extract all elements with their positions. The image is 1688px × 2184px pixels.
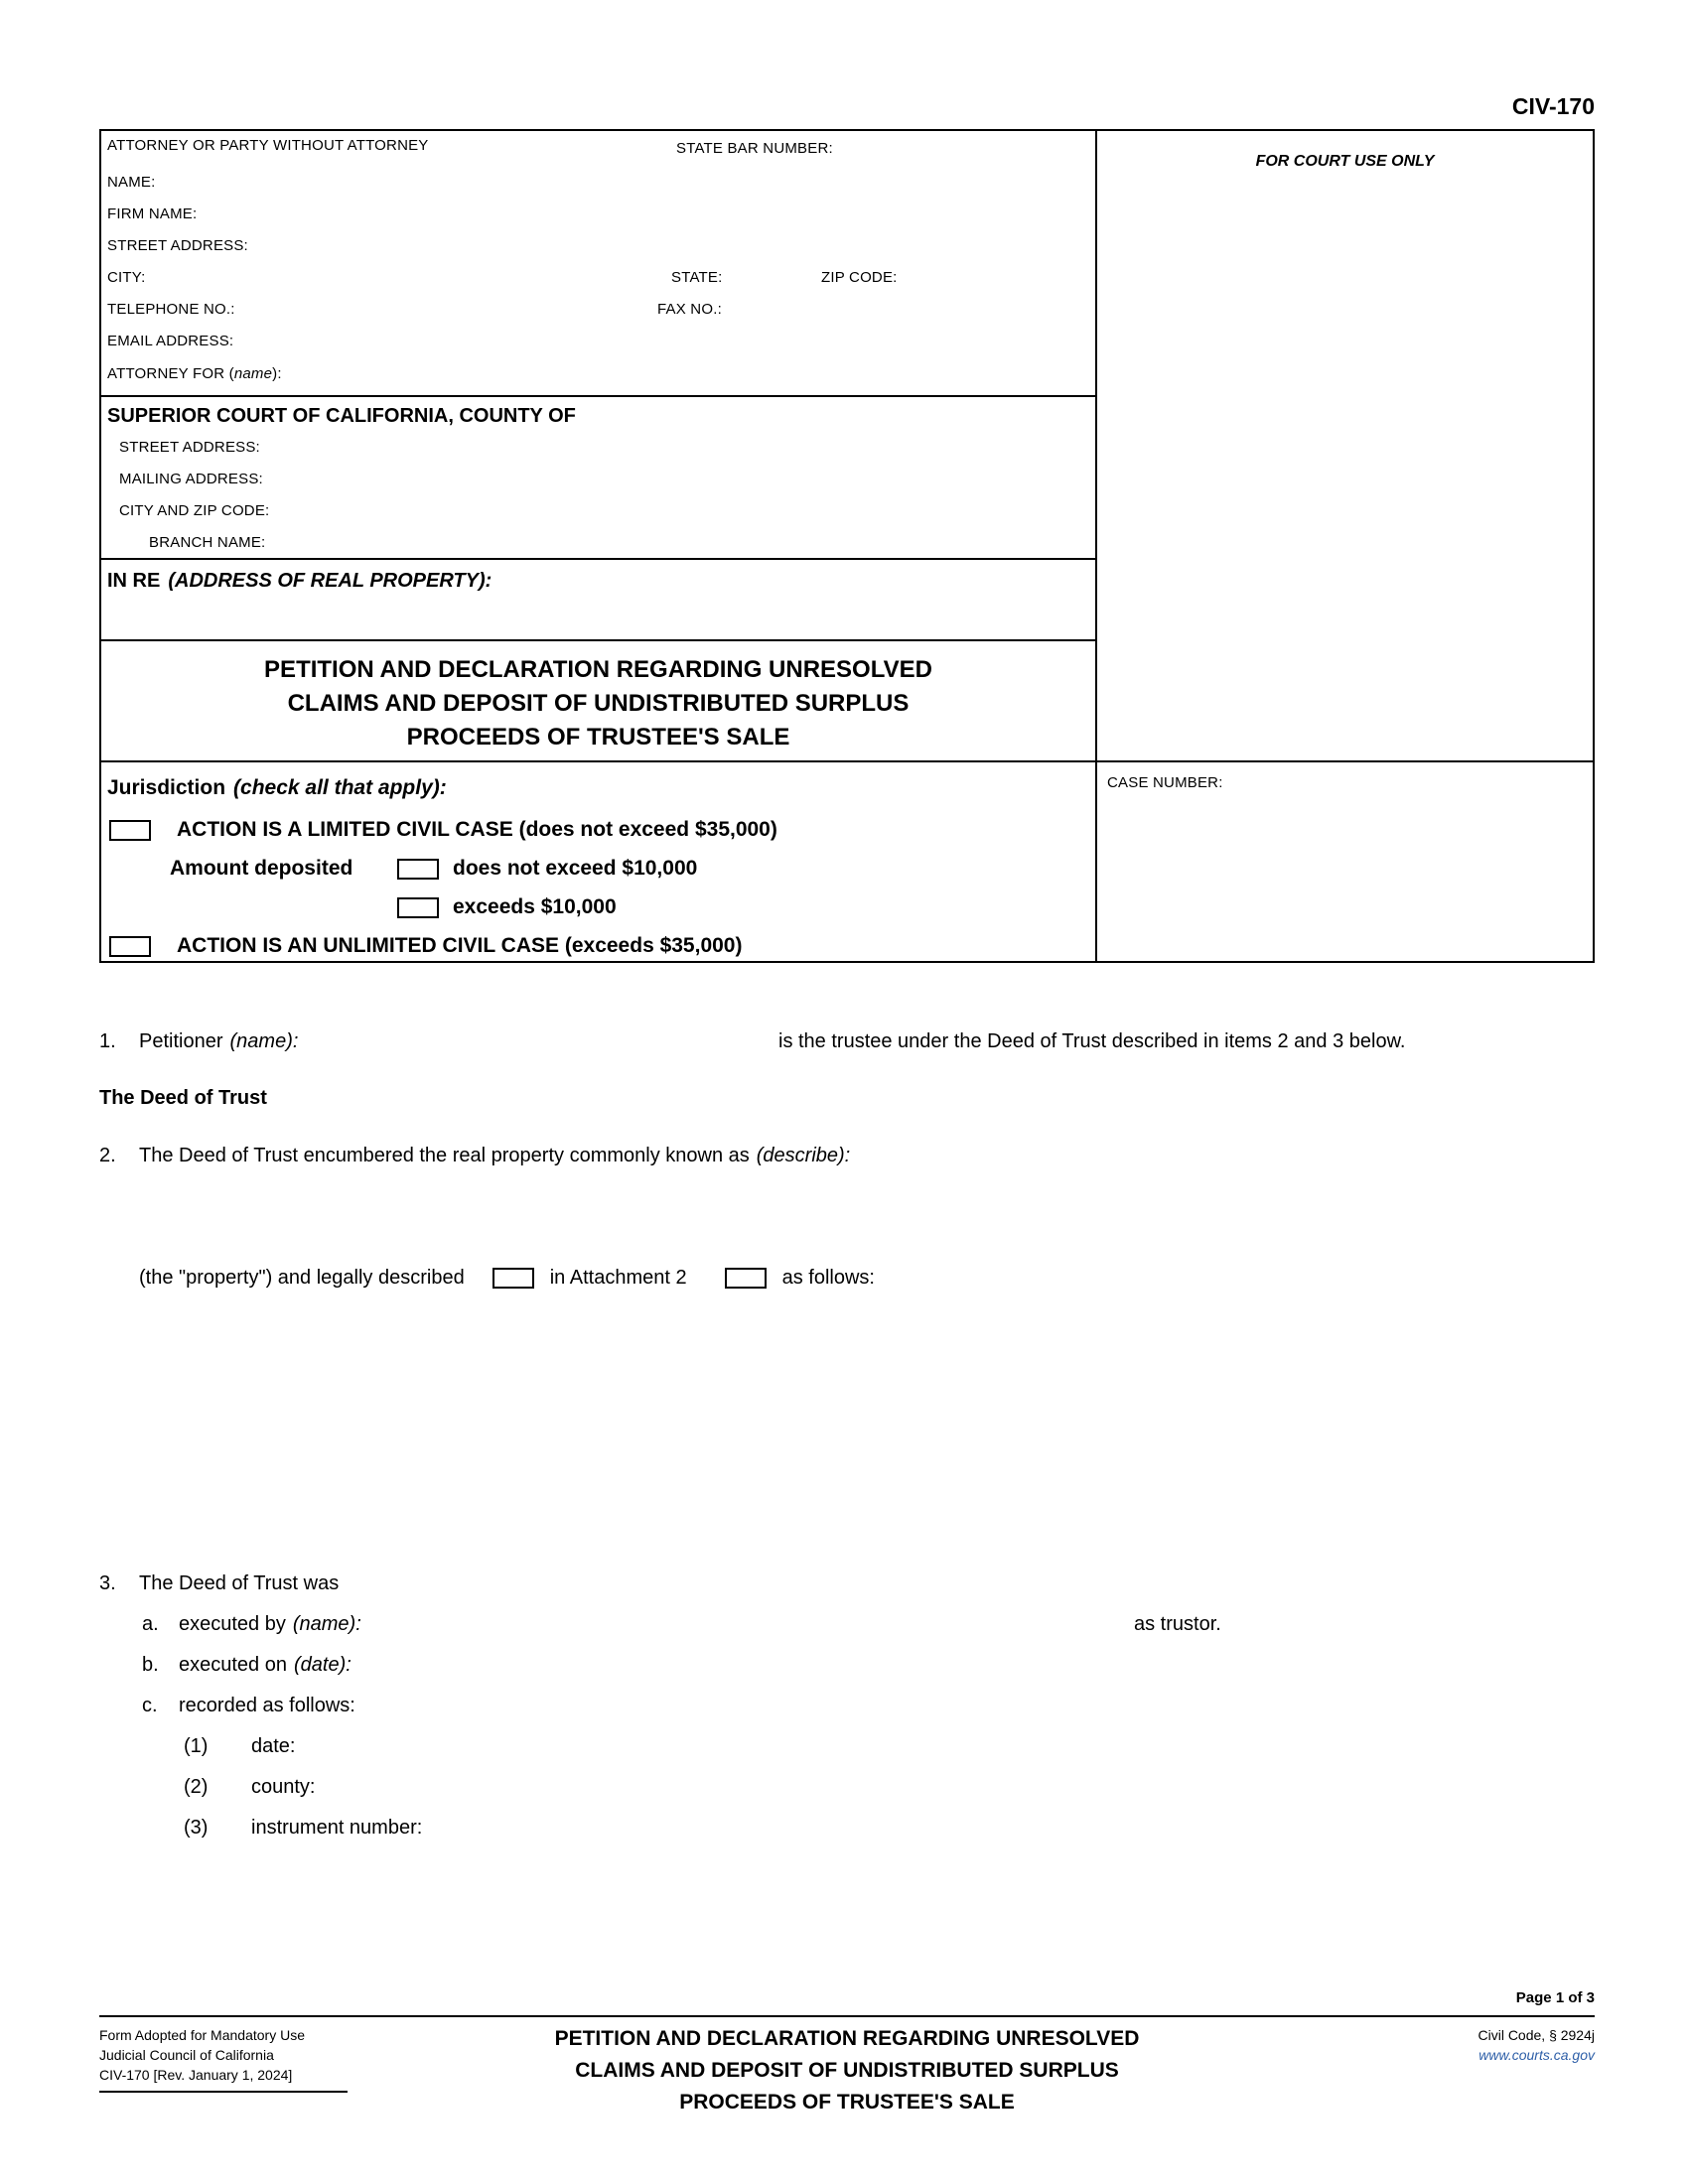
court-mailing-label: MAILING ADDRESS: [119,471,263,487]
telephone-label: TELEPHONE NO.: [107,301,235,318]
item-3c [99,1695,1595,1724]
footer-title-line-1: PETITION AND DECLARATION REGARDING UNRESOLVED [554,2027,1140,2050]
item-1 [99,1030,1595,1060]
jurisdiction-section [101,762,1095,961]
court-street-label: STREET ADDRESS: [119,439,260,456]
deed-of-trust-heading: The Deed of Trust [99,1087,267,1109]
courts-website-link[interactable]: www.courts.ca.gov [1478,2047,1595,2063]
item-3c-label: recorded as follows: [179,1695,355,1716]
item-3a-label: executed by (name): [179,1613,361,1635]
checkbox-attachment-2[interactable] [492,1268,534,1289]
court-branch-label: BRANCH NAME: [149,534,266,551]
item-3a [99,1613,1595,1643]
case-number-box [1097,762,1593,961]
case-number-label: CASE NUMBER: [1107,774,1223,791]
email-label: EMAIL ADDRESS: [107,333,234,349]
court-use-label: FOR COURT USE ONLY [1255,153,1435,170]
item-2 [99,1145,1595,1174]
header-right-column [1097,131,1593,961]
court-city-zip-label: CITY AND ZIP CODE: [119,502,270,519]
form-title-line-2: CLAIMS AND DEPOSIT OF UNDISTRIBUTED SURPLUS [287,690,910,717]
firm-name-label: FIRM NAME: [107,205,198,222]
footer-left-line-2: Judicial Council of California [99,2047,274,2063]
attorney-title: ATTORNEY OR PARTY WITHOUT ATTORNEY [107,137,429,154]
in-re-label: IN RE (ADDRESS OF REAL PROPERTY): [107,570,492,592]
footer-title-line-2: CLAIMS AND DEPOSIT OF UNDISTRIBUTED SURPLUS [575,2059,1119,2082]
fax-label: FAX NO.: [657,301,722,318]
item-3b-letter: b. [142,1654,159,1676]
item-3c2 [99,1776,1595,1806]
state-bar-label: STATE BAR NUMBER: [676,140,833,157]
property-line-text: (the "property") and legally described [139,1267,465,1289]
civil-code-reference: Civil Code, § 2924j [1477,2027,1595,2043]
item-3-label: The Deed of Trust was [139,1572,340,1594]
item-3 [99,1572,1595,1602]
checkbox-limited-civil[interactable] [109,820,151,841]
item-2-label: The Deed of Trust encumbered the real property commonly known as (describe): [139,1145,851,1166]
form-title-section [101,641,1095,762]
item-1-number: 1. [99,1030,116,1052]
limited-civil-label: ACTION IS A LIMITED CIVIL CASE (does not exceed $35,000) [177,818,777,841]
footer-right-block [99,2025,1595,2065]
court-title: SUPERIOR COURT OF CALIFORNIA, COUNTY OF [107,405,576,427]
item-1-label: Petitioner (name): [139,1030,299,1052]
item-3b-label: executed on (date): [179,1654,352,1676]
as-follows-label: as follows: [781,1267,875,1289]
name-label: NAME: [107,174,156,191]
form-title-line-1: PETITION AND DECLARATION REGARDING UNRESOLVED [264,656,932,683]
footer-left-line-1: Form Adopted for Mandatory Use [99,2027,305,2043]
item-3a-letter: a. [142,1613,159,1635]
amount-not-exceed-label: does not exceed $10,000 [453,857,698,880]
street-address-label: STREET ADDRESS: [107,237,248,254]
form-title-line-3: PROCEEDS OF TRUSTEE'S SALE [406,724,790,751]
item-2-number: 2. [99,1145,116,1166]
checkbox-amount-exceeds[interactable] [397,897,439,918]
checkbox-unlimited-civil[interactable] [109,936,151,957]
jurisdiction-heading: Jurisdiction (check all that apply): [107,776,447,799]
in-re-section [101,560,1095,641]
unlimited-civil-label: ACTION IS AN UNLIMITED CIVIL CASE (exceeds $35,000) [177,934,743,957]
zip-code-label: ZIP CODE: [821,269,898,286]
item-3a-trustor-text: as trustor. [1134,1613,1221,1635]
item-3c-letter: c. [142,1695,158,1716]
header-left-column [101,131,1097,961]
court-section [101,397,1095,560]
state-label: STATE: [671,269,723,286]
item-3c2-label: county: [251,1776,316,1798]
amount-deposited-label: Amount deposited [170,857,353,880]
item-3c3-label: instrument number: [251,1817,423,1839]
checkbox-as-follows[interactable] [725,1268,767,1289]
form-header-box [99,129,1595,963]
checkbox-amount-not-exceed[interactable] [397,859,439,880]
city-label: CITY: [107,269,146,286]
item-3c2-number: (2) [184,1776,209,1798]
attachment-2-label: in Attachment 2 [549,1267,687,1289]
footer-left-line-3: CIV-170 [Rev. January 1, 2024] [99,2067,293,2083]
item-3c3-number: (3) [184,1817,209,1839]
court-use-box [1097,131,1593,762]
attorney-section [101,131,1095,397]
item-3c3 [99,1817,1595,1846]
item-3b [99,1654,1595,1684]
form-number: CIV-170 [1511,93,1595,119]
item-3-number: 3. [99,1572,116,1594]
footer-top-rule [99,2015,1595,2017]
item-3c1 [99,1735,1595,1765]
item-3c1-label: date: [251,1735,296,1757]
footer-title-line-3: PROCEEDS OF TRUSTEE'S SALE [679,2091,1015,2114]
item-3c1-number: (1) [184,1735,209,1757]
property-description-line [139,1267,875,1290]
amount-exceeds-label: exceeds $10,000 [453,895,617,918]
page-number: Page 1 of 3 [1515,1989,1595,2006]
attorney-for-label: ATTORNEY FOR (name): [107,365,282,382]
item-1-trustee-text: is the trustee under the Deed of Trust described in items 2 and 3 below. [778,1030,1406,1052]
